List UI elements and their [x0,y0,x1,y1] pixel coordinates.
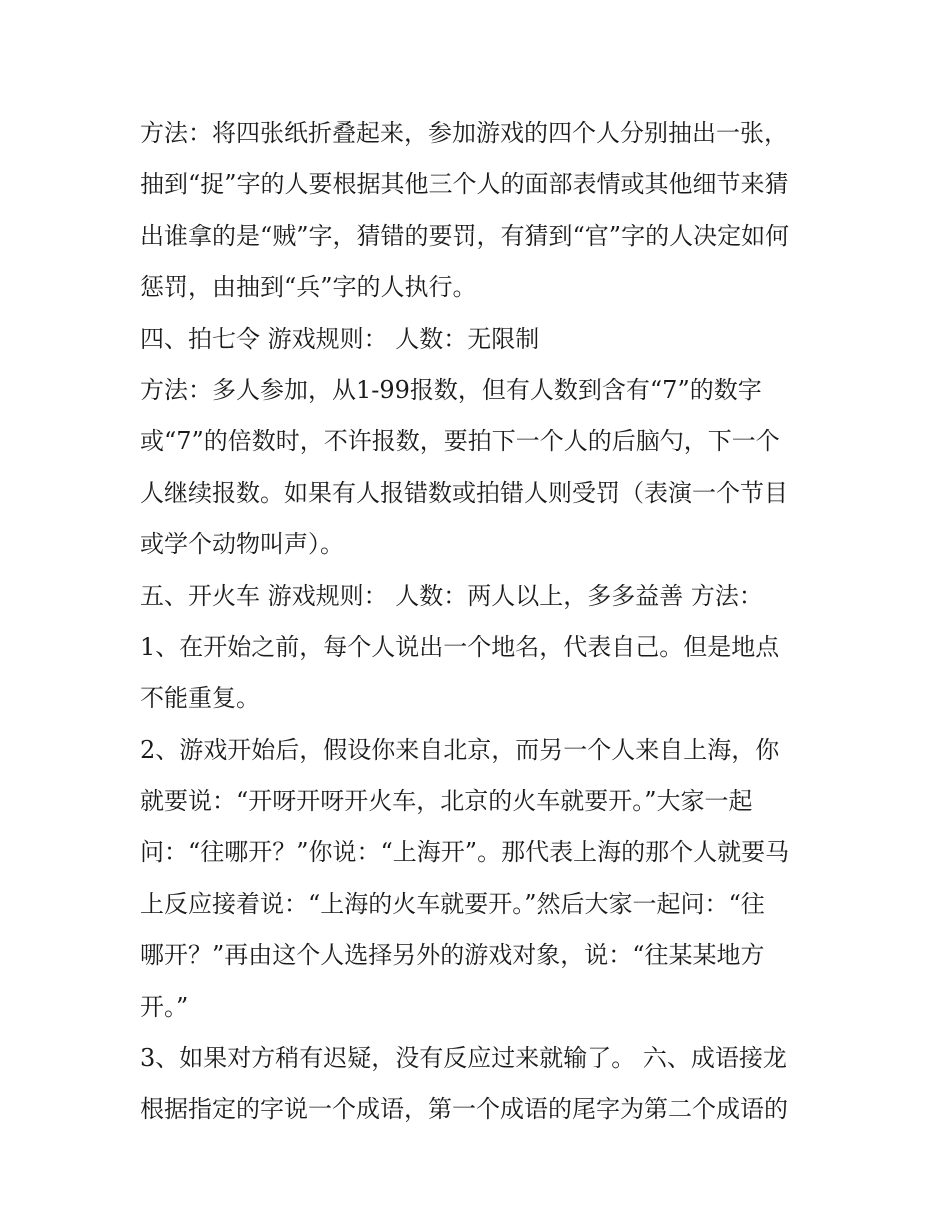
text-line: 不能重复。 [140,684,260,713]
text-line: 或“7”的倍数时，不许报数，要拍下一个人的后脑勺，下一个 [140,427,780,456]
section-heading-line: 五、开火车 游戏规则： 人数：两人以上，多多益善 方法： [140,581,763,610]
text-line: 方法：将四张纸折叠起来，参加游戏的四个人分别抽出一张， [140,119,788,147]
text-line: 人继续报数。如果有人报错数或拍错人则受罚（表演一个节目 [140,478,788,507]
document-body [140,108,820,1136]
text-line: 或学个动物叫声）。 [140,530,344,559]
text-line: 哪开？”再由这个人选择另外的游戏对象，说：“往某某地方 [140,941,765,970]
text-line: 上反应接着说：“上海的火车就要开。”然后大家一起问：“往 [140,889,765,918]
text-line: 根据指定的字说一个成语，第一个成语的尾字为第二个成语的 [140,1095,788,1124]
text-line: 抽到“捉”字的人要根据其他三个人的面部表情或其他细节来猜 [140,170,789,199]
text-line: 1、在开始之前，每个人说出一个地名，代表自己。但是地点 [140,632,780,661]
text-line: 惩罚，由抽到“兵”字的人执行。 [140,273,477,302]
section-heading-line: 四、拍七令 游戏规则： 人数：无限制 [140,324,540,353]
text-line: 就要说：“开呀开呀开火车，北京的火车就要开。”大家一起 [140,787,753,816]
text-line: 3、如果对方稍有迟疑，没有反应过来就输了。 六、成语接龙 [140,1044,787,1073]
text-line: 出谁拿的是“贼”字，猜错的要罚，有猜到“官”字的人决定如何 [140,221,790,250]
text-line: 2、游戏开始后，假设你来自北京，而另一个人来自上海，你 [140,735,780,764]
text-line: 方法：多人参加，从1-99报数，但有人数到含有“7”的数字 [140,375,762,404]
text-line: 问：“往哪开？”你说：“上海开”。那代表上海的那个人就要马 [140,838,790,867]
text-line: 开。” [140,992,189,1021]
